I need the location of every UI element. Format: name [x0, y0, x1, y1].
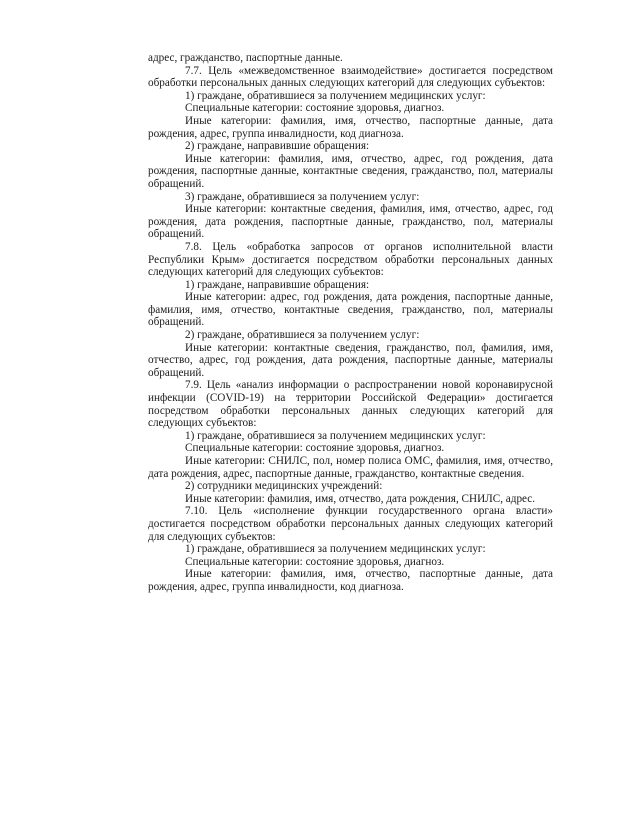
paragraph-7-9-other-categories-2: Иные категории: фамилия, имя, отчество, дата рождения, СНИЛС, адрес. [185, 492, 536, 505]
paragraph-7-8-other-categories-1: Иные категории: адрес, год рождения, дата рождения, паспортные данные, фамилия, имя, отчество, контактные сведения, гражданство, пол, материалы обращений. [148, 291, 553, 329]
paragraph-7-7-subject-1: 1) граждане, обратившиеся за получением медицинских услуг: [185, 89, 486, 102]
paragraph-7-7-subject-2: 2) граждане, направившие обращения: [185, 140, 370, 153]
paragraph-7-10-heading: 7.10. Цель «исполнение функции государственного органа власти» достигается посредством обработки персональных данных следующих категорий для следующих субъектов: [148, 505, 553, 543]
paragraph-7-7-heading: 7.7. Цель «межведомственное взаимодействие» достигается посредством обработки персональных данных следующих категорий для следующих субъектов: [148, 64, 553, 90]
paragraph-7-10-special-categories: Специальные категории: состояние здоровья, диагноз. [185, 555, 445, 568]
paragraph-7-9-subject-2: 2) сотрудники медицинских учреждений: [185, 480, 383, 493]
paragraph-7-10-other-categories: Иные категории: фамилия, имя, отчество, паспортные данные, дата рождения, адрес, группа инвалидности, код диагноза. [148, 568, 553, 593]
paragraph-7-10-subject-1: 1) граждане, обратившиеся за получением медицинских услуг: [185, 543, 486, 556]
paragraph-7-8-other-categories-2: Иные категории: контактные сведения, гражданство, пол, фамилия, имя, отчество, адрес, год рождения, дата рождения, паспортные данные, материалы обращений. [148, 341, 553, 379]
paragraph-7-8-subject-1: 1) граждане, направившие обращения: [185, 278, 370, 291]
paragraph-7-7-other-categories-3: Иные категории: контактные сведения, фамилия, имя, отчество, адрес, год рождения, дата рождения, паспортные данные, гражданство, пол, материалы обращений. [148, 203, 553, 241]
document-body [148, 52, 553, 594]
paragraph-7-9-other-categories-1: Иные категории: СНИЛС, пол, номер полиса ОМС, фамилия, имя, отчество, дата рождения, адрес, паспортные данные, гражданство, контактные сведения. [148, 455, 553, 480]
paragraph-7-9-subject-1: 1) граждане, обратившиеся за получением медицинских услуг: [185, 429, 486, 442]
paragraph-address-continuation: адрес, гражданство, паспортные данные. [148, 52, 343, 64]
paragraph-7-9-heading: 7.9. Цель «анализ информации о распространении новой коронавирусной инфекции (COVID-19) на территории Российской Федерации» достигается посредством обработки персональных данных следующих категорий для следующих субъектов: [148, 379, 553, 430]
paragraph-7-8-heading: 7.8. Цель «обработка запросов от органов исполнительной власти Республики Крым» достигается посредством обработки персональных данных следующих категорий для следующих субъектов: [148, 240, 553, 279]
paragraph-7-7-other-categories-1: Иные категории: фамилия, имя, отчество, паспортные данные, дата рождения, адрес, группа инвалидности, код диагноза. [148, 114, 553, 140]
paragraph-7-7-subject-3: 3) граждане, обратившиеся за получением услуг: [185, 190, 420, 203]
paragraph-7-9-special-categories: Специальные категории: состояние здоровья, диагноз. [185, 442, 445, 455]
paragraph-7-8-subject-2: 2) граждане, обратившиеся за получением услуг: [185, 329, 420, 342]
paragraph-7-7-special-categories: Специальные категории: состояние здоровья, диагноз. [185, 102, 445, 115]
paragraph-7-7-other-categories-2: Иные категории: фамилия, имя, отчество, адрес, год рождения, дата рождения, паспортные данные, контактные сведения, гражданство, пол, материалы обращений. [148, 152, 553, 190]
